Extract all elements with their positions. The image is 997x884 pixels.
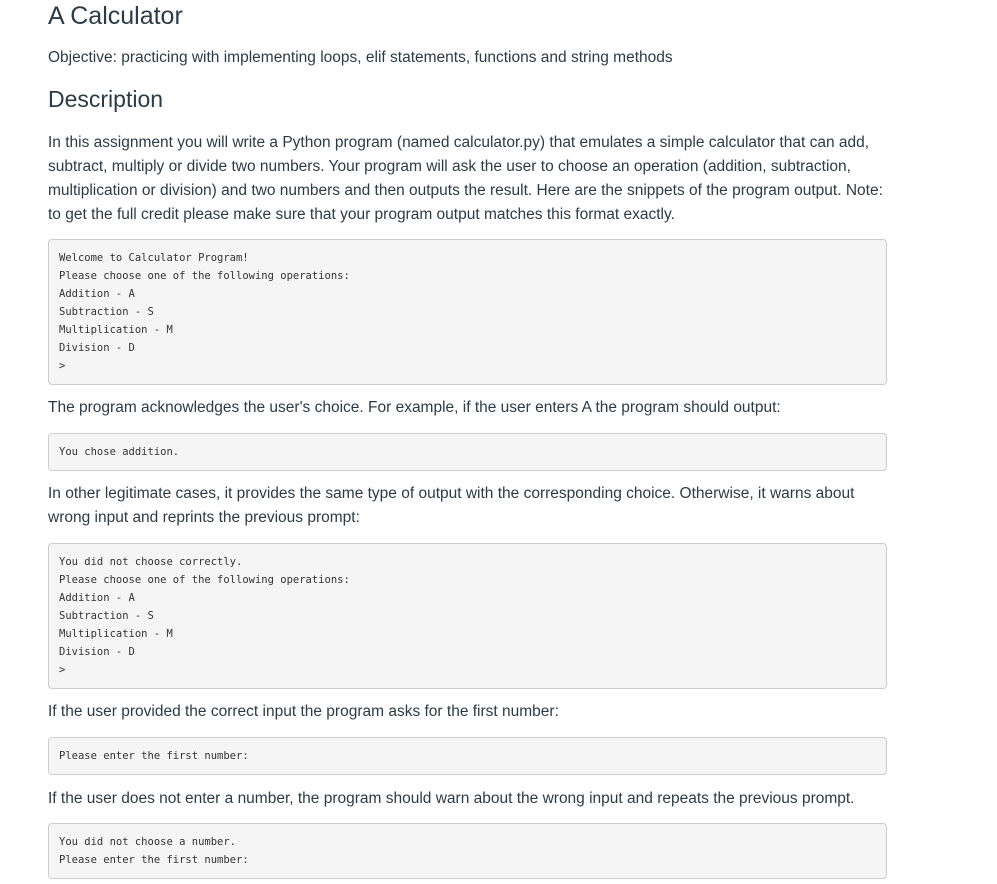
wrong-input-paragraph: In other legitimate cases, it provides the same type of output with the corresponding choice. Otherwise, it warns about wrong input and reprints the previous prompt: xyxy=(48,485,855,526)
code-block-first-number: Please enter the first number: xyxy=(48,737,887,775)
acknowledge-paragraph: The program acknowledges the user's choice. For example, if the user enters A the program should output: xyxy=(48,399,781,416)
page-title: A Calculator xyxy=(48,2,183,30)
code-block-not-number: You did not choose a number. Please enter the first number: xyxy=(48,823,887,879)
code-block-chose: You chose addition. xyxy=(48,433,887,471)
first-number-paragraph: If the user provided the correct input the program asks for the first number: xyxy=(48,703,559,720)
code-block-welcome: Welcome to Calculator Program! Please choose one of the following operations: Addition - A Subtraction - S Multiplication - M Division - D > xyxy=(48,239,887,385)
not-number-paragraph: If the user does not enter a number, the program should warn about the wrong input and repeats the previous prompt. xyxy=(48,790,855,807)
code-block-wrong-choice: You did not choose correctly. Please choose one of the following operations: Addition - A Subtraction - S Multiplication - M Division - D > xyxy=(48,543,887,689)
intro-paragraph: In this assignment you will write a Python program (named calculator.py) that emulates a simple calculator that can add, subtract, multiply or divide two numbers. Your program will ask the user to choose an operation (addition, subtraction, multiplication or division) and two numbers and then outputs the result. Here are the snippets of the program output. Note: to get the full credit please make sure that your program output matches this format exactly. xyxy=(48,134,883,223)
description-heading: Description xyxy=(48,86,164,112)
objective-text: Objective: practicing with implementing loops, elif statements, functions and string methods xyxy=(48,49,673,66)
